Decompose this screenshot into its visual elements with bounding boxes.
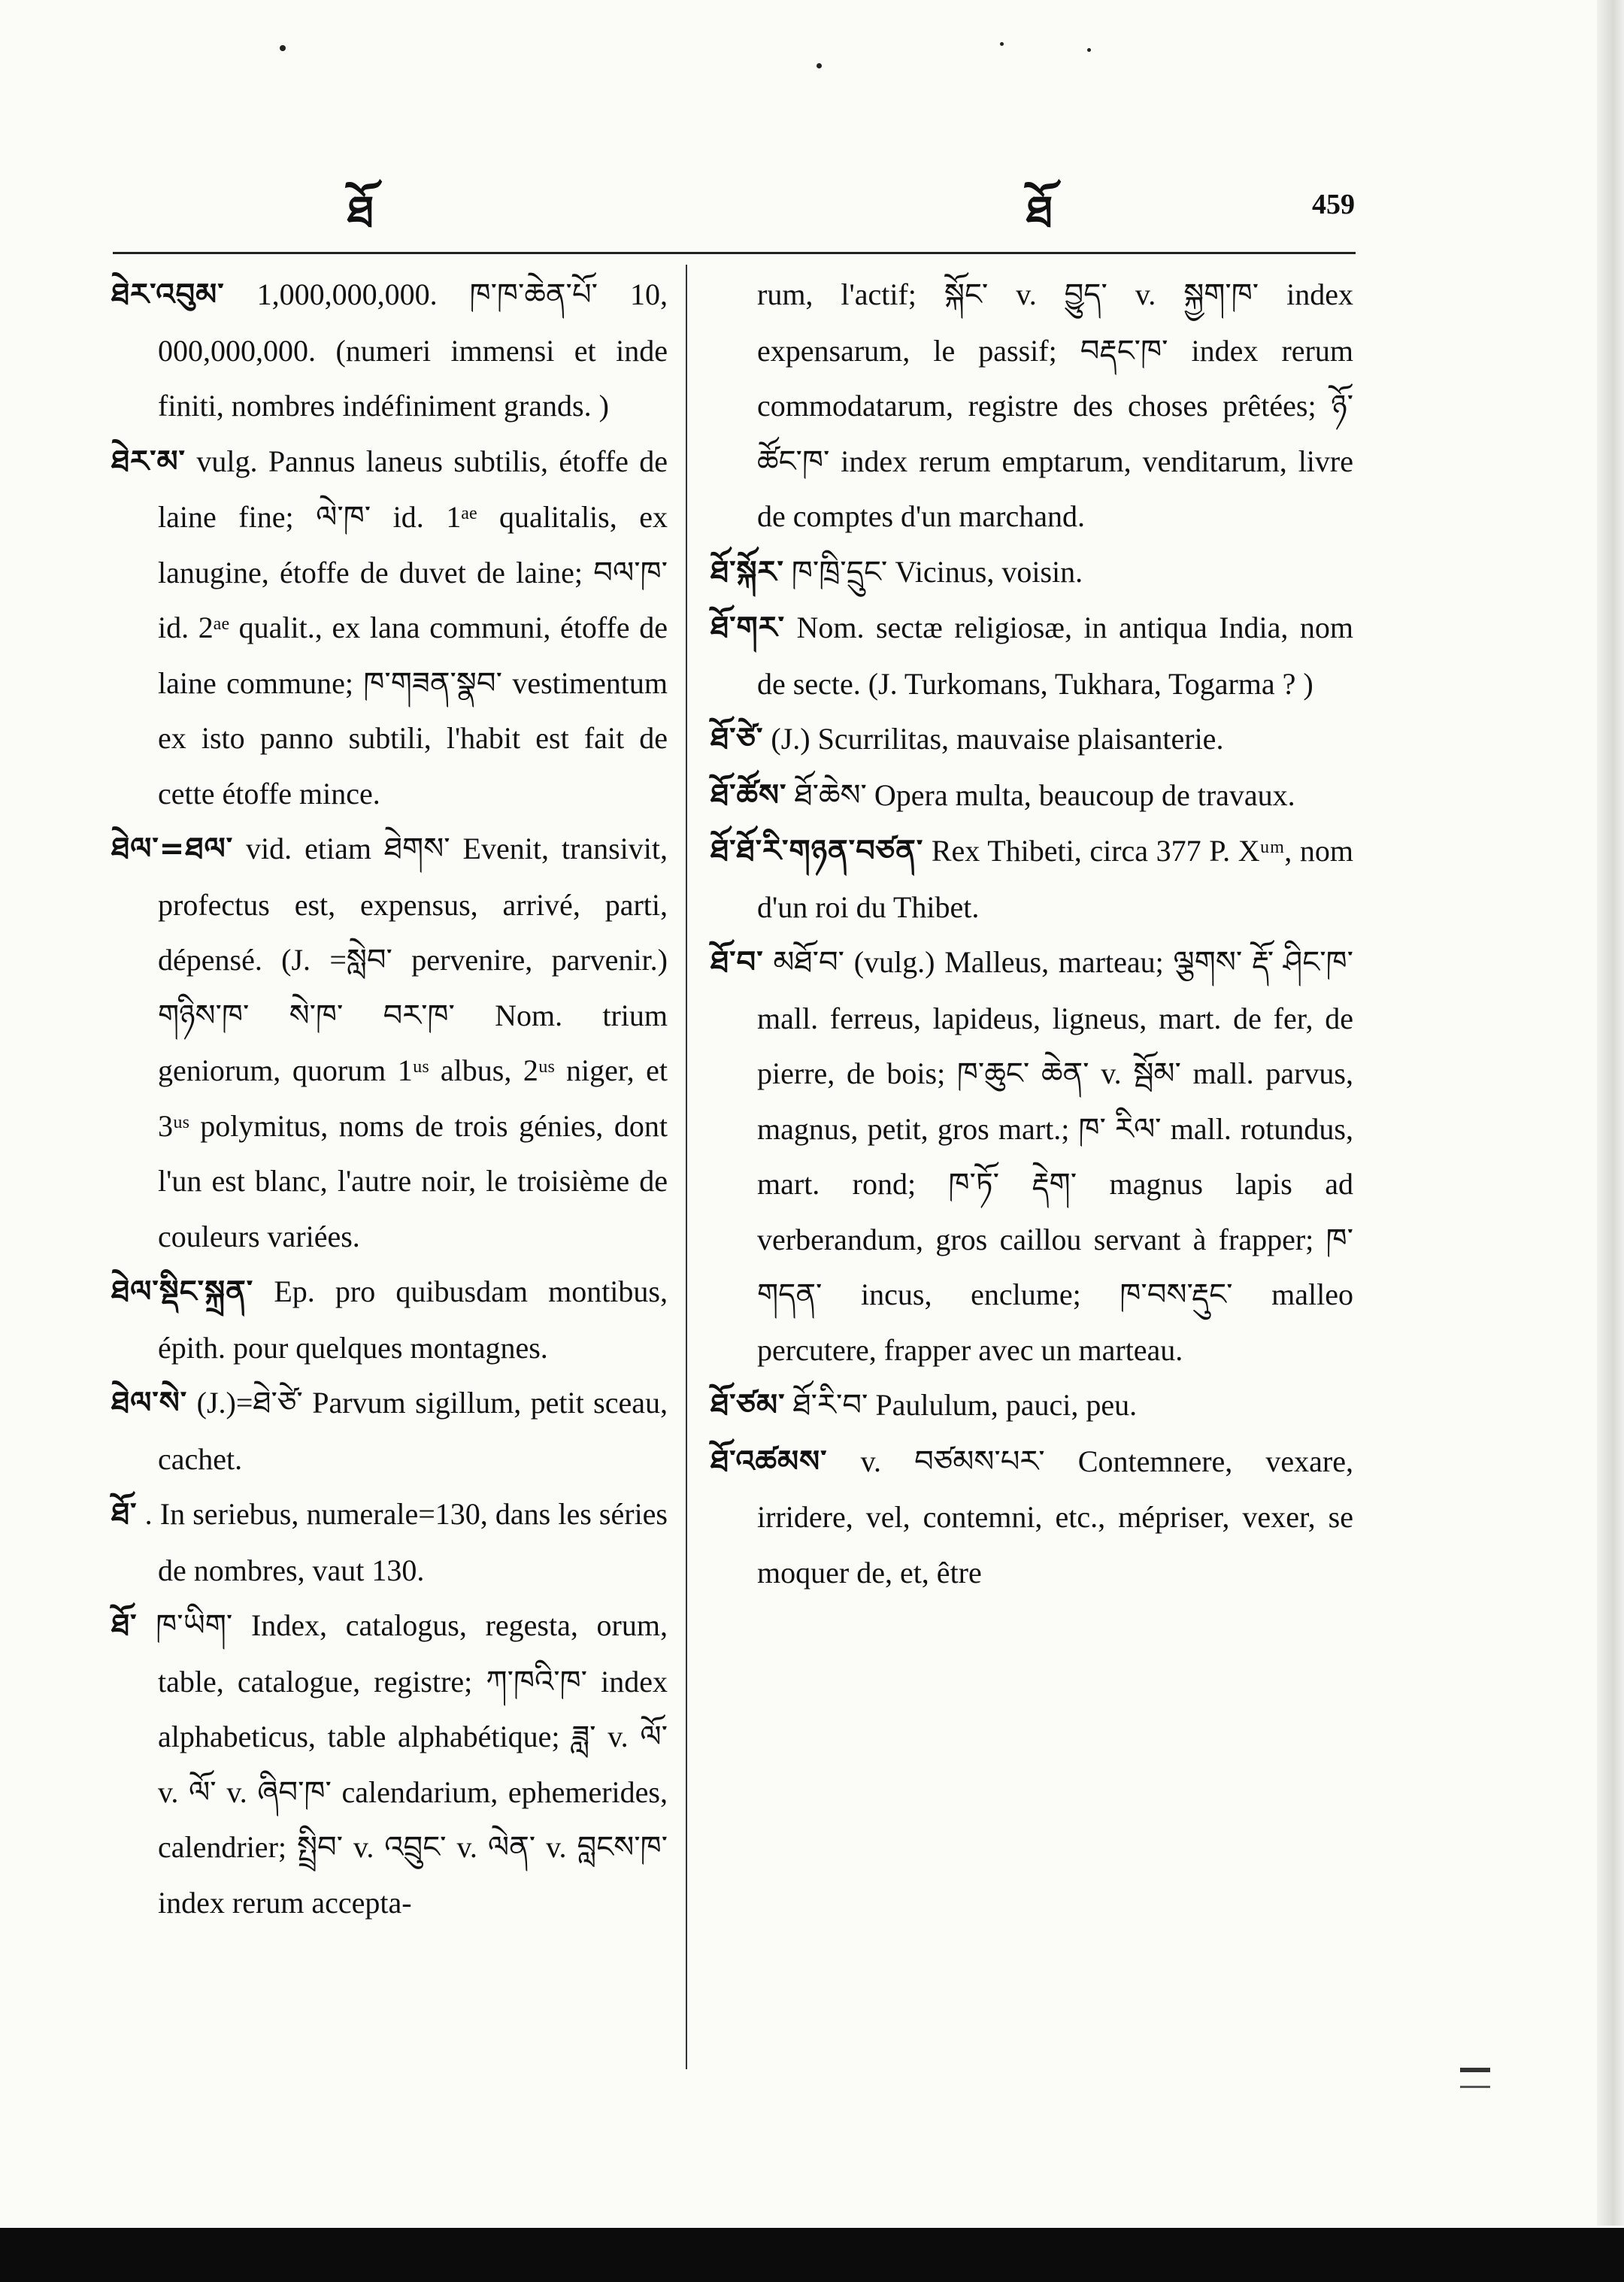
running-head-center: ཐོ	[1026, 186, 1053, 238]
entry-text: Ep. pro quibusdam montibus, épith. pour quelques montagnes.	[158, 1274, 668, 1365]
dictionary-entry	[710, 600, 1353, 711]
dictionary-entry	[111, 821, 668, 1264]
page-number: 459	[1312, 189, 1355, 220]
page-edge-shadow	[1597, 0, 1624, 2226]
dictionary-entry	[710, 935, 1353, 1377]
entry-text: rum, l'actif; སྐོང་ v. བྱུད་ v. སྐྱག་ཁ་ index expensarum, le passif; བརྡང་ཁ་ index rerum commodatarum, registre des choses prêtées; ཉོ་ ཚོང་ཁ་ index rerum emptarum, venditarum, livre de comptes d'un marchand.	[757, 277, 1353, 533]
entry-text: ཐོ་ཆེས་ Opera multa, beaucoup de travaux.	[786, 777, 1295, 812]
entry-text: Nom. sectæ religiosæ, in antiqua India, nom de secte. (J. Turkomans, Tukhara, Togarma ? )	[757, 611, 1353, 701]
entry-text: ཁ་ཁྲི་དྲུང་ Vicinus, voisin.	[783, 554, 1083, 589]
entry-lemma: ཐོ་ཐོ་རི་གཉན་བཙན་	[710, 834, 924, 868]
entry-lemma: ཐེར་མ་	[111, 444, 186, 479]
entry-text: . In seriebus, numerale=130, dans les séries de nombres, vaut 130.	[137, 1497, 668, 1587]
entry-text: མཐོ་བ་ (vulg.) Malleus, marteau; ལྕགས་ རྡོ་ ཤིང་ཁ་ mall. ferreus, lapideus, ligneus, mart. de fer, de pierre, de bois; ཁ་ཆུང་ ཆེན་ v. སྦོམ་ mall. parvus, magnus, petit, gros mart.; ཁ་ རིལ་ mall. rotundus, mart. rond; ཁ་ཏོ་ རྡེག་ magnus lapis ad verberandum, gros caillou servant à frapper; ཁ་གདན་ incus, enclume; ཁ་བས་རྡུང་ malleo percutere, frapper avec un marteau.	[757, 945, 1353, 1367]
dictionary-entry	[710, 544, 1353, 601]
dictionary-entry	[710, 1377, 1353, 1434]
dictionary-entry	[111, 1486, 668, 1598]
entry-lemma: ཐེལ་སེ་	[111, 1386, 188, 1420]
dictionary-entry	[710, 711, 1353, 768]
scan-bottom-border	[0, 2228, 1624, 2282]
entry-text: Rex Thibeti, circa 377 P. Xᵘᵐ, nom d'un roi du Thibet.	[757, 834, 1353, 924]
header-rule	[113, 252, 1356, 254]
entry-continuation	[710, 267, 1353, 544]
speck	[817, 63, 822, 68]
dictionary-entry	[111, 267, 668, 434]
entry-text: (J.) Scurrilitas, mauvaise plaisanterie.	[763, 722, 1224, 756]
entry-lemma: ཐོ་	[111, 1497, 138, 1532]
entry-lemma: ཐེར་འབུམ་	[111, 277, 225, 312]
margin-mark	[1460, 2068, 1490, 2088]
entry-text: vid. etiam ཐེགས་ Evenit, transivit, profectus est, expensus, arrivé, parti, dépensé. (J. =སླེབ་ pervenire, parvenir.) གཉིས་ཁ་ སེ་ཁ་ བར་ཁ་ Nom. trium geniorum, quorum 1ᵘˢ albus, 2ᵘˢ niger, et 3ᵘˢ polymitus, noms de trois génies, dont l'un est blanc, l'autre noir, le troisième de couleurs variées.	[158, 832, 668, 1253]
entry-lemma: ཐེལ་=ཐལ་	[111, 832, 234, 866]
dictionary-entry	[710, 768, 1353, 824]
entry-lemma: ཐོ་ཙེ་	[710, 722, 764, 756]
entry-text: vulg. Pannus laneus subtilis, étoffe de laine fine; ལེ་ཁ་ id. 1ᵃᵉ qualitalis, ex lanugine, étoffe de duvet de laine; བལ་ཁ་ id. 2ᵃᵉ qualit., ex lana communi, étoffe de laine commune; ཁ་གཟན་སྣབ་ vestimentum ex isto panno subtili, l'habit est fait de cette étoffe mince.	[158, 444, 668, 811]
entry-lemma: ཐོ་སྐོར་	[710, 554, 784, 589]
running-head-left: ཐོ	[347, 186, 374, 238]
dictionary-entry	[111, 1375, 668, 1486]
dictionary-entry	[111, 1598, 668, 1930]
entry-text: (J.)=ཐེ་ཙེ་ Parvum sigillum, petit sceau, cachet.	[158, 1386, 668, 1476]
entry-lemma: ཐོ་ཙམ་	[710, 1388, 786, 1423]
entry-text: ཐོ་རི་བ་ Paululum, pauci, peu.	[785, 1388, 1138, 1422]
speck	[1087, 48, 1091, 52]
entry-text: v. བཙམས་པར་ Contemnere, vexare, irridere, vel, contemni, etc., mépriser, vexer, se moquer de, et, être	[757, 1444, 1353, 1590]
entry-lemma: ཐོ་གར་	[710, 611, 786, 645]
entry-lemma: ཐོ་	[111, 1608, 138, 1643]
entry-lemma: ཐོ་ཚོས་	[710, 777, 787, 813]
entry-lemma: ཐེལ་སྡིང་སྐྲན་	[111, 1274, 254, 1309]
speck	[280, 45, 286, 51]
dictionary-entry	[111, 434, 668, 822]
entry-text: ཁ་ཡིག་ Index, catalogus, regesta, orum, table, catalogue, registre; ཀ་ཁའི་ཁ་ index alphabeticus, table alphabétique; ཟླ་ v. ལོ་ v. ལོ་ v. ཞིབ་ཁ་ calendarium, ephemerides, calendrier; སྤྲིབ་ v. འབྲུང་ v. ལེན་ v. བླངས་ཁ་ index rerum accepta-	[137, 1608, 668, 1920]
dictionary-entry	[710, 1434, 1353, 1601]
column-divider	[686, 265, 687, 2069]
entry-lemma: ཐོ་འཚམས་	[710, 1444, 828, 1479]
entry-lemma: ཐོ་བ་	[710, 945, 764, 980]
dictionary-entry	[111, 1264, 668, 1375]
speck	[1000, 42, 1004, 46]
dictionary-entry	[710, 823, 1353, 935]
entry-text: 1,000,000,000. ཁ་ཁ་ཆེན་པོ་ 10, 000,000,000. (numeri immensi et inde finiti, nombres indéfiniment grands. )	[158, 277, 668, 423]
right-column	[710, 267, 1353, 1600]
left-column	[111, 267, 668, 1930]
